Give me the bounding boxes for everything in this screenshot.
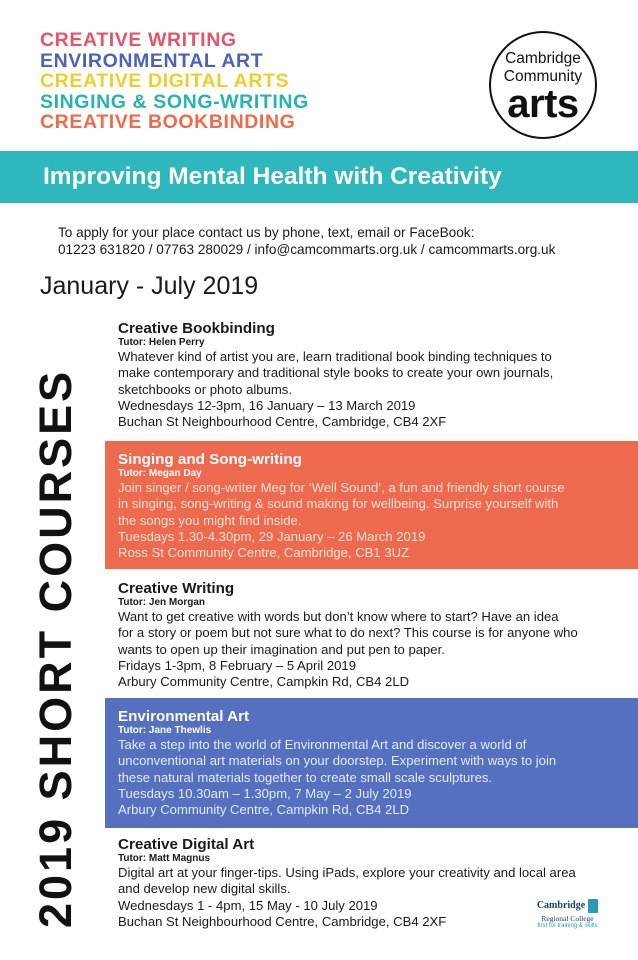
- banner: Improving Mental Health with Creativity: [0, 151, 638, 203]
- course-description: [118, 349, 638, 398]
- course-tutor: Tutor: Jen Morgan: [118, 597, 206, 608]
- heading-environmental-art: ENVIRONMENTAL ART: [40, 49, 264, 72]
- description-line: make contemporary and traditional style books to create your own journals,: [118, 365, 554, 381]
- course-title: Environmental Art: [118, 708, 250, 725]
- course-tutor: Tutor: Helen Perry: [118, 337, 205, 348]
- description-line: Want to get creative with words but don’t know where to start? Have an idea: [118, 609, 559, 624]
- course-schedule: Tuesdays 1.30-4.30pm, 29 January – 26 March 2019: [118, 528, 426, 544]
- heading-creative-writing: CREATIVE WRITING: [40, 29, 237, 51]
- course-description: [118, 737, 638, 786]
- course-venue: Buchan St Neighbourhood Centre, Cambridge, CB4 2XF: [118, 414, 447, 430]
- contact-details: 01223 631820 / 07763 280029 / info@camcommarts.org.uk / camcommarts.org.uk: [58, 242, 556, 257]
- college-subtitle: Regional College: [541, 914, 594, 923]
- cambridge-community-arts-logo: [489, 31, 597, 139]
- logo-line-2: Community: [503, 68, 583, 85]
- date-range: January - July 2019: [40, 272, 259, 300]
- course-schedule: Wednesdays 1 - 4pm, 15 May - 10 July 2019: [118, 897, 378, 913]
- course-schedule: Wednesdays 12-3pm, 16 January – 13 March 2019: [118, 397, 416, 413]
- cambridge-regional-college-logo: [530, 897, 605, 930]
- course-description: [118, 480, 638, 529]
- description-line: Join singer / song-writer Meg for ‘Well Sound’, a fun and friendly short course: [118, 480, 565, 495]
- description-line: for a story or poem but not sure what to do next? This course is for anyone who: [118, 625, 578, 641]
- course-description: [118, 865, 638, 898]
- description-line: unconventional art materials on your doorstep. Experiment with ways to join: [118, 753, 557, 769]
- description-line: in singing, song-writing & sound making for wellbeing. Surprise yourself with: [118, 496, 559, 512]
- course-title: Creative Writing: [118, 580, 235, 597]
- heading-creative-bookbinding: CREATIVE BOOKBINDING: [40, 111, 296, 133]
- description-line: Take a step into the world of Environmental Art and discover a world of: [118, 737, 527, 752]
- logo-line-1: Cambridge: [505, 50, 581, 67]
- contact-instructions: To apply for your place contact us by phone, text, email or FaceBook:: [58, 225, 475, 240]
- course-title: Creative Digital Art: [118, 836, 255, 853]
- college-name: Cambridge: [536, 899, 586, 911]
- course-creative-writing: [105, 580, 638, 690]
- course-venue: Arbury Community Centre, Campkin Rd, CB4 2LD: [118, 674, 410, 690]
- course-tutor: Tutor: Jane Thewlis: [118, 725, 212, 736]
- vertical-title: 2019 SHORT COURSES: [30, 368, 81, 928]
- description-line: the songs you might find inside.: [118, 512, 302, 528]
- course-venue: Ross St Community Centre, Cambridge, CB1 3UZ: [118, 545, 410, 561]
- course-tutor: Tutor: Matt Magnus: [118, 853, 211, 864]
- course-tutor: Tutor: Megan Day: [118, 468, 202, 479]
- course-headings: [40, 30, 309, 133]
- course-title: Creative Bookbinding: [118, 320, 275, 337]
- course-environmental-art: [105, 698, 638, 828]
- college-tagline: first for training & skills: [537, 923, 598, 929]
- description-line: sketchbooks or photo albums.: [118, 381, 292, 397]
- description-line: Digital art at your finger-tips. Using iPads, explore your creativity and local area: [118, 865, 576, 880]
- logo-line-3: arts: [507, 82, 579, 126]
- course-venue: Buchan St Neighbourhood Centre, Cambridge, CB4 2XF: [118, 913, 447, 929]
- course-schedule: Fridays 1-3pm, 8 February – 5 April 2019: [118, 657, 356, 673]
- contact-info: [58, 224, 555, 258]
- description-line: and develop new digital skills.: [118, 881, 291, 897]
- heading-singing-song-writing: SINGING & SONG-WRITING: [40, 90, 309, 113]
- description-line: wants to open up their imagination and put pen to paper.: [118, 641, 445, 657]
- book-icon: [588, 899, 598, 913]
- course-creative-bookbinding: [105, 320, 638, 430]
- description-line: Whatever kind of artist you are, learn traditional book binding techniques to: [118, 349, 552, 364]
- course-venue: Arbury Community Centre, Campkin Rd, CB4 2LD: [118, 802, 410, 818]
- heading-creative-digital-arts: CREATIVE DIGITAL ARTS: [40, 70, 290, 92]
- course-title: Singing and Song-writing: [118, 451, 302, 468]
- description-line: these natural materials together to create small scale sculptures.: [118, 769, 493, 785]
- course-schedule: Tuesdays 10.30am – 1.30pm, 7 May – 2 July 2019: [118, 785, 412, 801]
- course-singing-song-writing: [105, 441, 638, 569]
- course-description: [118, 609, 638, 658]
